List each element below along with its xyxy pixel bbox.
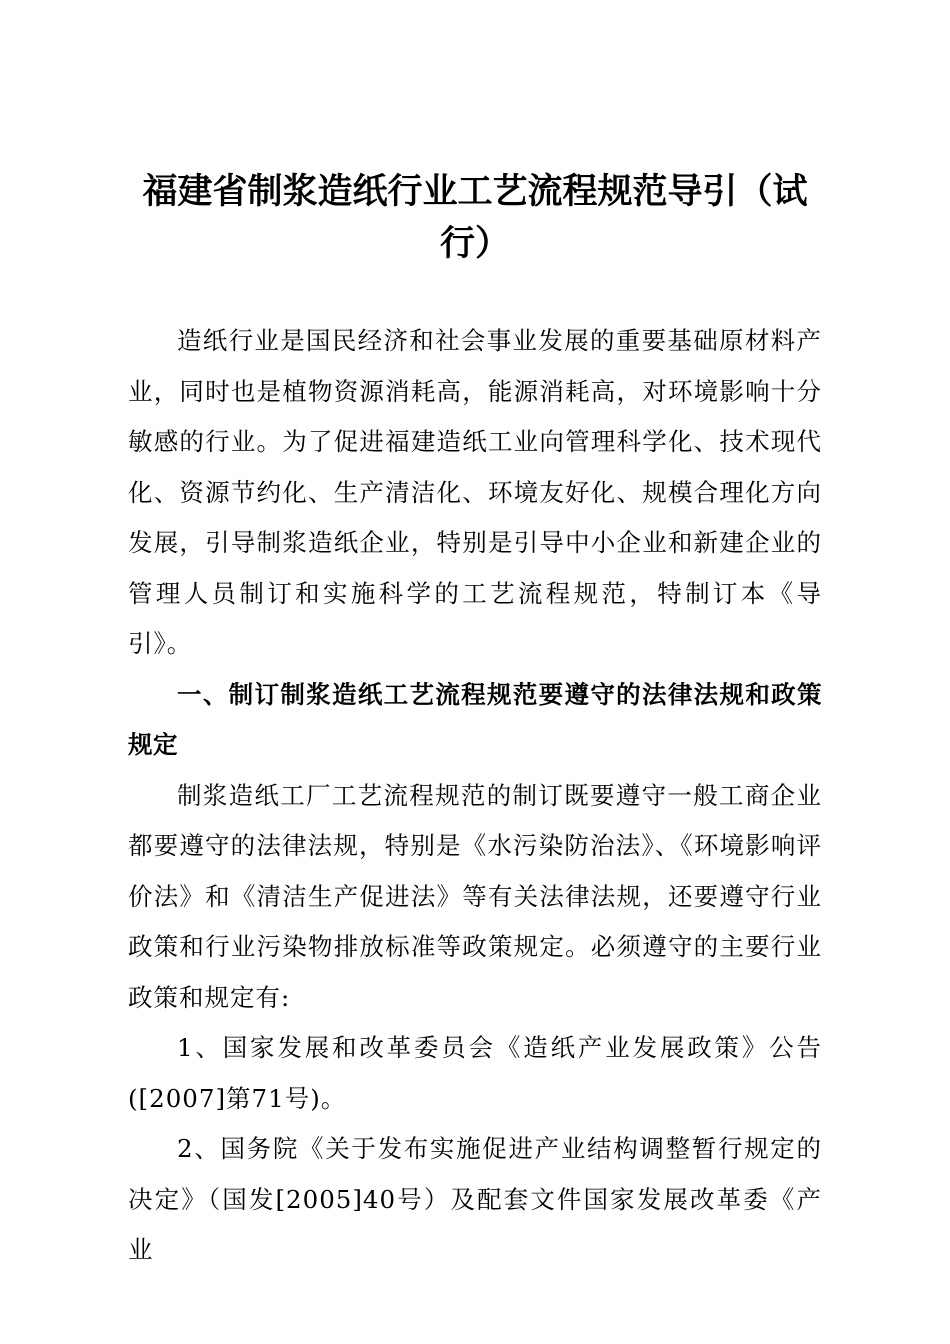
section-heading-1: 一、制订制浆造纸工艺流程规范要遵守的法律法规和政策规定 [128, 679, 822, 759]
document-body [128, 316, 822, 1276]
document-title: 福建省制浆造纸行业工艺流程规范导引（试行） [142, 172, 808, 264]
paragraph-intro: 造纸行业是国民经济和社会事业发展的重要基础原材料产业，同时也是植物资源消耗高，能源消耗高，对环境影响十分敏感的行业。为了促进福建造纸工业向管理科学化、技术现代化、资源节约化、生产清洁化、环境友好化、规模合理化方向发展，引导制浆造纸企业，特别是引导中小企业和新建企业的管理人员制订和实施科学的工艺流程规范，特制订本《导引》。 [128, 326, 822, 658]
list-item-2: 2、国务院《关于发布实施促进产业结构调整暂行规定的决定》（国发[2005]40号）及配套文件国家发展改革委《产业 [128, 1134, 822, 1264]
paragraph-section-1: 制浆造纸工厂工艺流程规范的制订既要遵守一般工商企业都要遵守的法律法规，特别是《水污染防治法》、《环境影响评价法》和《清洁生产促进法》等有关法律法规，还要遵守行业政策和行业污染物排放标准等政策规定。必须遵守的主要行业政策和规定有: [128, 780, 822, 1012]
list-item-1: 1、国家发展和改革委员会《造纸产业发展政策》公告([2007]第71号)。 [128, 1033, 822, 1113]
